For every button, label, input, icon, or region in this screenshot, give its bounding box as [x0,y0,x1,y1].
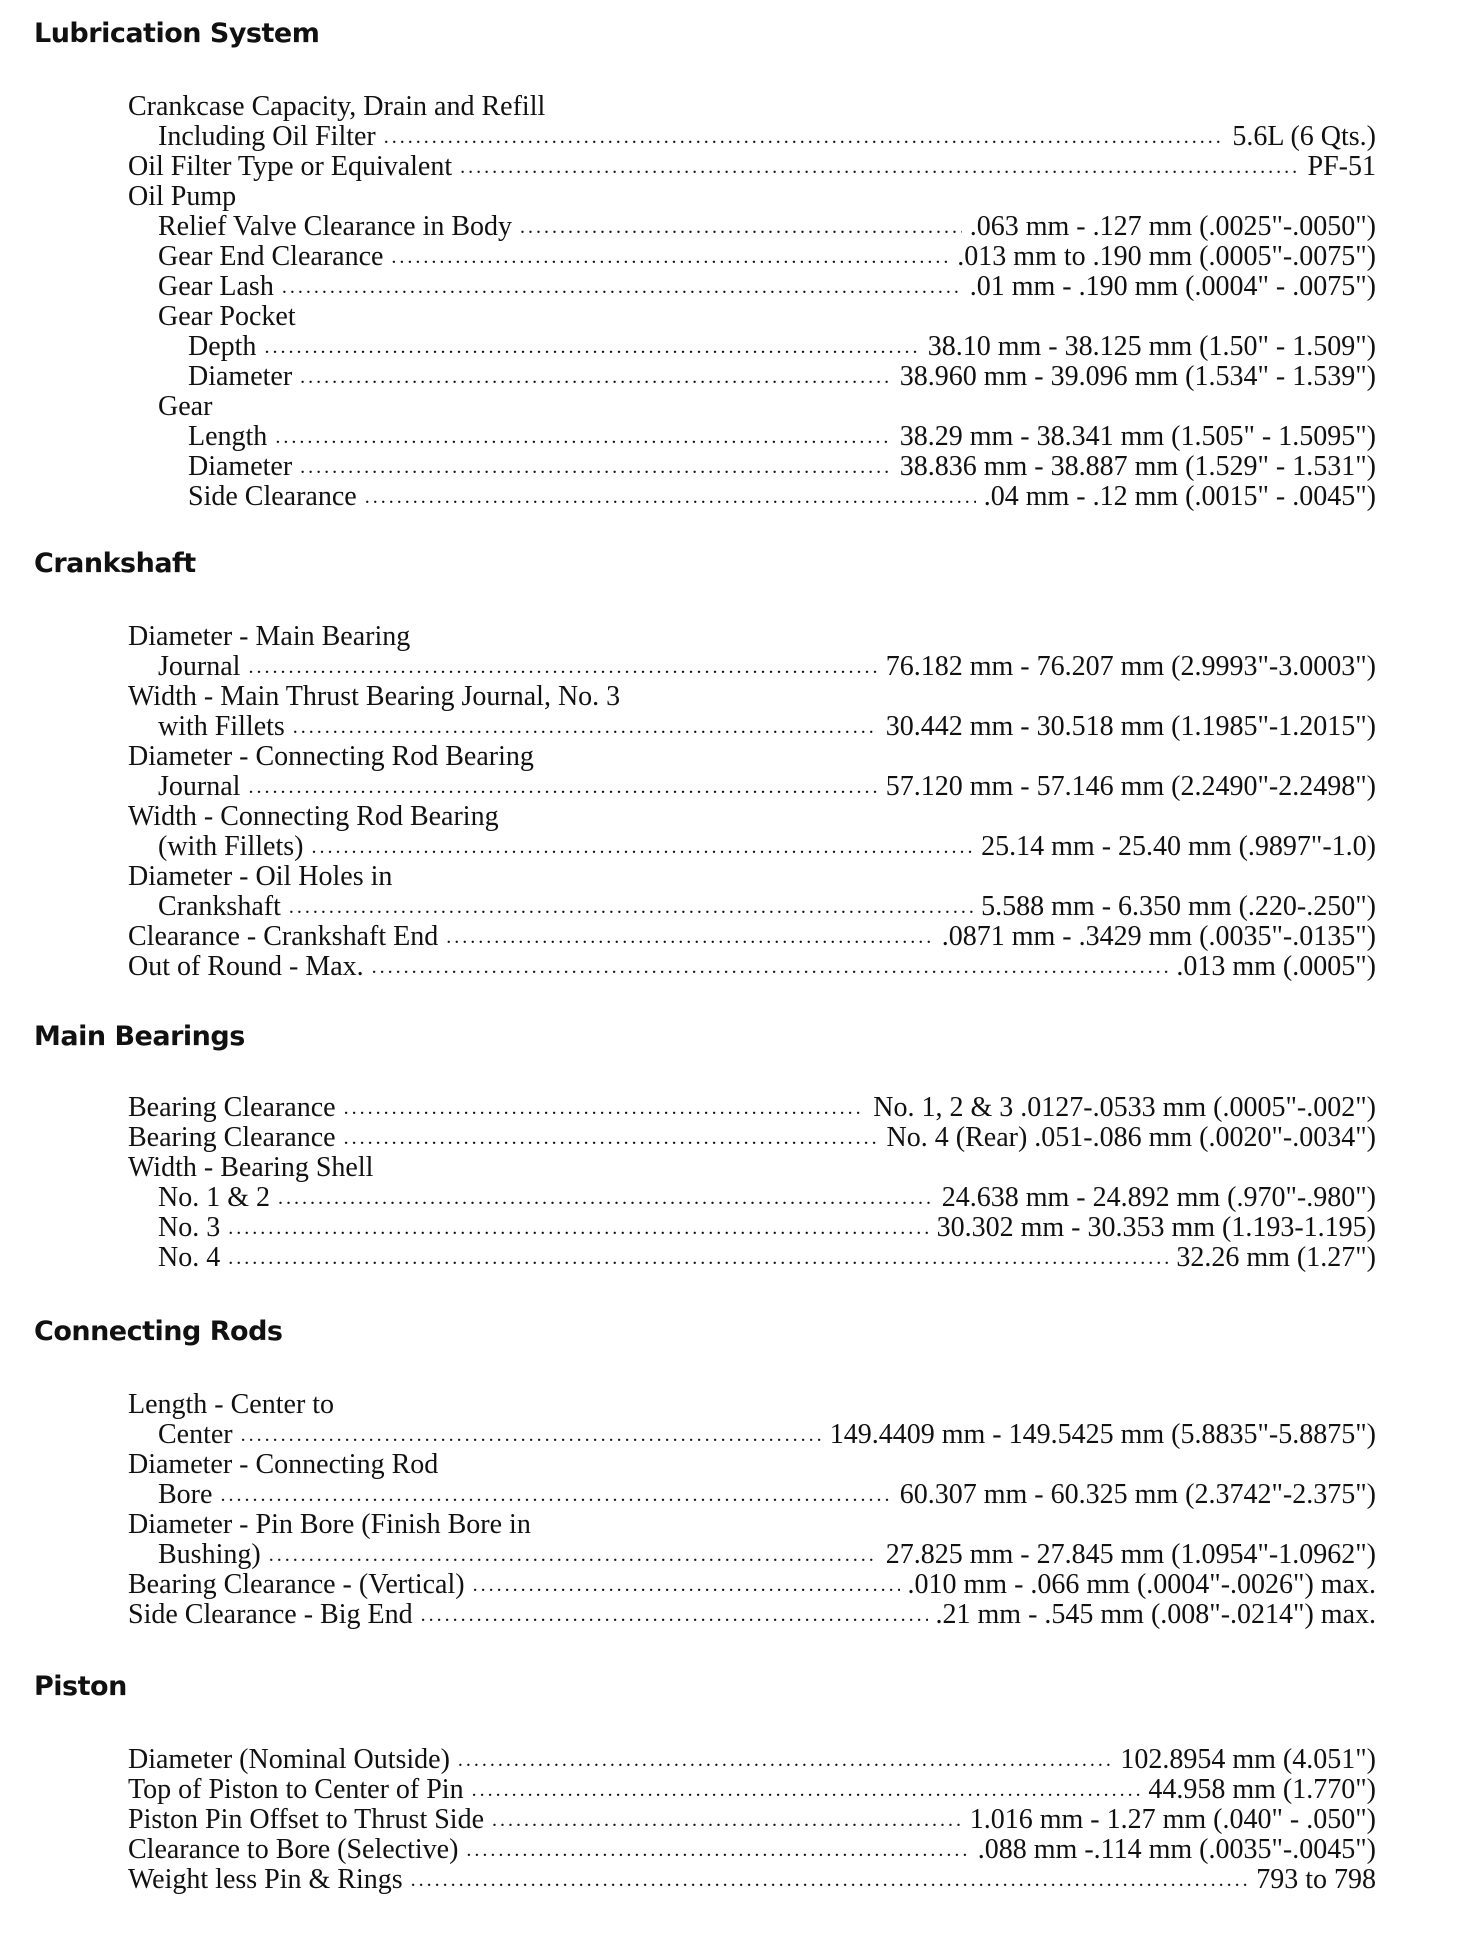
spec-list [128,1093,1376,1273]
spec-label: Diameter - Connecting Rod [128,1449,439,1480]
spec-value: No. 4 (Rear) .051-.086 mm (.0020"-.0034") [886,1122,1376,1153]
spec-label: (with Fillets) [158,831,304,862]
spec-row [128,1540,1376,1570]
spec-label: with Fillets [158,711,285,742]
spec-row [128,272,1376,302]
spec-label: Journal [158,651,241,682]
spec-value: .063 mm - .127 mm (.0025"-.0050") [969,211,1376,242]
dot-leader [248,772,877,802]
spec-list [128,92,1376,512]
spec-value: 5.6L (6 Qts.) [1232,121,1376,152]
dot-leader [344,1093,866,1123]
spec-label: Length [188,421,268,452]
spec-row [128,1390,1376,1420]
section-title: Connecting Rods [34,1316,283,1347]
spec-value: .0871 mm - .3429 mm (.0035"-.0135") [941,921,1376,952]
dot-leader [492,1805,962,1835]
spec-value: 102.8954 mm (4.051") [1120,1744,1376,1775]
spec-label: Top of Piston to Center of Pin [128,1774,464,1805]
spec-label: Diameter - Main Bearing [128,621,411,652]
spec-row [128,1123,1376,1153]
spec-value: No. 1, 2 & 3 .0127-.0533 mm (.0005"-.002") [873,1092,1376,1123]
dot-leader [300,362,892,392]
dot-leader [411,1865,1249,1895]
spec-value: .013 mm (.0005") [1176,951,1376,982]
spec-value: .21 mm - .545 mm (.008"-.0214") max. [935,1599,1376,1630]
spec-row [128,92,1376,122]
spec-value: .013 mm to .190 mm (.0005"-.0075") [957,241,1376,272]
spec-row [128,772,1376,802]
spec-row [128,1450,1376,1480]
spec-row [128,1835,1376,1865]
spec-row [128,832,1376,862]
dot-leader [241,1420,822,1450]
spec-row [128,1865,1376,1895]
spec-row [128,1093,1376,1123]
spec-row [128,392,1376,422]
dot-leader [228,1243,1168,1273]
spec-row [128,1510,1376,1540]
spec-row [128,452,1376,482]
spec-label: Diameter (Nominal Outside) [128,1744,450,1775]
spec-row [128,682,1376,712]
spec-label: Bushing) [158,1539,261,1570]
spec-value: 25.14 mm - 25.40 mm (.9897"-1.0) [981,831,1376,862]
dot-leader [473,1570,900,1600]
section-title: Main Bearings [34,1021,245,1052]
spec-label: Bearing Clearance - (Vertical) [128,1569,465,1600]
spec-label: Oil Pump [128,181,237,212]
spec-label: Gear [158,391,213,422]
spec-row [128,182,1376,212]
spec-list [128,1390,1376,1630]
spec-label: No. 4 [158,1242,221,1273]
spec-label: Depth [188,331,257,362]
spec-value: 76.182 mm - 76.207 mm (2.9993"-3.0003") [885,651,1376,682]
spec-value: 38.836 mm - 38.887 mm (1.529" - 1.531") [899,451,1376,482]
spec-row [128,212,1376,242]
spec-label: No. 1 & 2 [158,1182,270,1213]
spec-row [128,362,1376,392]
dot-leader [311,832,973,862]
spec-label: Gear Pocket [158,301,296,332]
spec-row [128,1213,1376,1243]
dot-leader [458,1745,1112,1775]
dot-leader [220,1480,891,1510]
spec-row [128,332,1376,362]
spec-label: Clearance - Crankshaft End [128,921,439,952]
spec-label: Width - Connecting Rod Bearing [128,801,499,832]
spec-row [128,1420,1376,1450]
spec-label: Oil Filter Type or Equivalent [128,151,453,182]
spec-value: PF-51 [1307,151,1376,182]
spec-label: No. 3 [158,1212,221,1243]
spec-label: Width - Main Thrust Bearing Journal, No. 3 [128,681,621,712]
spec-value: .088 mm -.114 mm (.0035"-.0045") [977,1834,1376,1865]
spec-value: 38.10 mm - 38.125 mm (1.50" - 1.509") [927,331,1376,362]
spec-row [128,242,1376,272]
spec-label: Journal [158,771,241,802]
spec-label: Diameter - Connecting Rod Bearing [128,741,534,772]
spec-row [128,862,1376,892]
spec-list [128,1745,1376,1895]
spec-row [128,892,1376,922]
spec-value: 30.442 mm - 30.518 mm (1.1985"-1.2015") [885,711,1376,742]
spec-row [128,1480,1376,1510]
spec-value: .01 mm - .190 mm (.0004" - .0075") [969,271,1376,302]
spec-label: Out of Round - Max. [128,951,364,982]
spec-value: 149.4409 mm - 149.5425 mm (5.8835"-5.8875") [829,1419,1376,1450]
dot-leader [460,152,1299,182]
spec-row [128,742,1376,772]
dot-leader [372,952,1169,982]
spec-label: Diameter [188,451,293,482]
spec-row [128,482,1376,512]
spec-value: 27.825 mm - 27.845 mm (1.0954"-1.0962") [885,1539,1376,1570]
spec-row [128,1243,1376,1273]
spec-label: Piston Pin Offset to Thrust Side [128,1804,485,1835]
dot-leader [269,1540,878,1570]
dot-leader [391,242,949,272]
spec-value: 32.26 mm (1.27") [1176,1242,1376,1273]
spec-row [128,1570,1376,1600]
dot-leader [384,122,1225,152]
spec-label: Clearance to Bore (Selective) [128,1834,459,1865]
spec-value: 38.29 mm - 38.341 mm (1.505" - 1.5095") [899,421,1376,452]
spec-row [128,302,1376,332]
spec-row [128,152,1376,182]
spec-label: Length - Center to [128,1389,335,1420]
spec-label: Diameter - Pin Bore (Finish Bore in [128,1509,531,1540]
dot-leader [278,1183,934,1213]
dot-leader [446,922,934,952]
spec-row [128,1775,1376,1805]
dot-leader [344,1123,879,1153]
spec-row [128,422,1376,452]
spec-label: Including Oil Filter [158,121,376,152]
spec-value: 30.302 mm - 30.353 mm (1.193-1.195) [936,1212,1376,1243]
spec-row [128,952,1376,982]
spec-list [128,622,1376,982]
spec-label: Crankshaft [158,891,281,922]
spec-row [128,922,1376,952]
dot-leader [282,272,962,302]
dot-leader [248,652,877,682]
spec-row [128,712,1376,742]
spec-row [128,122,1376,152]
spec-label: Gear End Clearance [158,241,384,272]
spec-row [128,802,1376,832]
spec-row [128,652,1376,682]
spec-value: .010 mm - .066 mm (.0004"-.0026") max. [907,1569,1376,1600]
spec-value: 24.638 mm - 24.892 mm (.970"-.980") [941,1182,1376,1213]
spec-row [128,1745,1376,1775]
spec-label: Width - Bearing Shell [128,1152,374,1183]
spec-label: Crankcase Capacity, Drain and Refill [128,91,546,122]
dot-leader [275,422,891,452]
spec-label: Center [158,1419,233,1450]
dot-leader [289,892,973,922]
spec-value: 44.958 mm (1.770") [1148,1774,1376,1805]
spec-value: 38.960 mm - 39.096 mm (1.534" - 1.539") [899,361,1376,392]
spec-label: Diameter - Oil Holes in [128,861,393,892]
spec-label: Bore [158,1479,213,1510]
dot-leader [466,1835,969,1865]
spec-row [128,622,1376,652]
dot-leader [365,482,976,512]
spec-value: .04 mm - .12 mm (.0015" - .0045") [983,481,1376,512]
dot-leader [293,712,878,742]
spec-value: 5.588 mm - 6.350 mm (.220-.250") [981,891,1376,922]
spec-value: 1.016 mm - 1.27 mm (.040" - .050") [969,1804,1376,1835]
section-title: Lubrication System [34,18,320,49]
spec-label: Gear Lash [158,271,274,302]
dot-leader [421,1600,928,1630]
dot-leader [228,1213,928,1243]
spec-label: Bearing Clearance [128,1092,336,1123]
spec-value: 793 to 798 [1256,1864,1376,1895]
spec-value: 60.307 mm - 60.325 mm (2.3742"-2.375") [899,1479,1376,1510]
dot-leader [300,452,892,482]
dot-leader [520,212,962,242]
section-title: Crankshaft [34,548,196,579]
dot-leader [472,1775,1141,1805]
spec-row [128,1805,1376,1835]
spec-label: Diameter [188,361,293,392]
spec-label: Side Clearance [188,481,357,512]
spec-label: Weight less Pin & Rings [128,1864,403,1895]
dot-leader [264,332,919,362]
spec-value: 57.120 mm - 57.146 mm (2.2490"-2.2498") [885,771,1376,802]
spec-row [128,1183,1376,1213]
spec-label: Bearing Clearance [128,1122,336,1153]
spec-label: Side Clearance - Big End [128,1599,413,1630]
section-title: Piston [34,1671,127,1702]
spec-row [128,1600,1376,1630]
spec-label: Relief Valve Clearance in Body [158,211,513,242]
spec-row [128,1153,1376,1183]
